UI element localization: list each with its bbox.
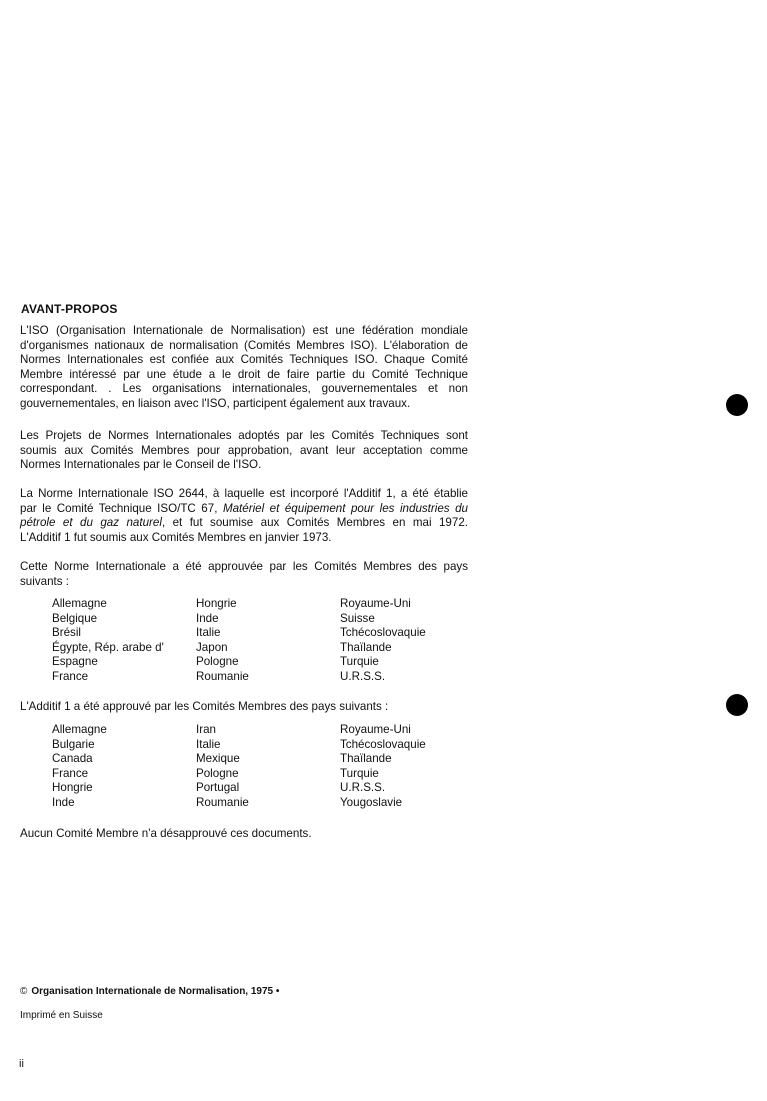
text-line: L'Additif 1 a été approuvé par les Comités Membres des pays suivants : [20,700,389,713]
country-name: U.R.S.S. [340,781,386,795]
printed-in-notice: Imprimé en Suisse [20,1010,103,1021]
punch-hole-mark [726,694,748,716]
country-name: Canada [52,752,93,766]
country-name: Turquie [340,655,379,669]
country-name: Thaïlande [340,752,392,766]
committee-title-italic: pétrole et du gaz naturel [20,516,162,530]
country-name: Roumanie [196,795,249,809]
foreword-paragraph-2 [20,429,468,473]
text-line: Normes Internationales par le Conseil de l'ISO. [20,458,262,472]
country-name: Belgique [52,611,98,625]
country-name: Roumanie [196,669,249,683]
country-name: Royaume-Uni [340,597,411,610]
text-line: L'ISO (Organisation Internationale de Normalisation) est une fédération mondiale [20,324,468,337]
country-name: Espagne [52,655,98,669]
text-line: La Norme Internationale ISO 2644, à laquelle est incorporé l'Additif 1, a été établie [20,487,468,500]
no-disapproval-paragraph [20,827,468,842]
country-name: Inde [52,795,75,809]
text-line: correspondant. . Les organisations internationales, gouvernementales et non [20,382,468,396]
country-name: Pologne [196,766,239,780]
country-name: Italie [196,626,221,640]
text-line [20,502,468,517]
text-line: Cette Norme Internationale a été approuvée par les Comités Membres des pays [20,560,468,573]
country-name: Allemagne [52,597,107,610]
country-name: Pologne [196,655,239,669]
country-name: Hongrie [52,781,93,795]
country-name: Turquie [340,766,379,780]
country-name: Iran [196,723,216,736]
page-heading: AVANT-PROPOS [21,302,118,316]
page-number: ii [19,1058,24,1070]
text-line: Membre intéressé par une étude a le droit de faire partie du Comité Technique [20,367,468,381]
country-name: Italie [196,737,221,751]
country-name: France [52,669,89,683]
copyright-notice [20,985,279,1000]
country-name: Tchécoslovaquie [340,626,426,640]
text-line: soumis aux Comités Membres pour approbation, avant leur acceptation comme [20,443,468,457]
country-name: Portugal [196,781,240,795]
country-name: Hongrie [196,597,237,610]
country-name: Inde [196,611,219,625]
country-name: Tchécoslovaquie [340,737,426,751]
country-name: Yougoslavie [340,795,403,809]
country-name: Bulgarie [52,737,95,751]
text-line: gouvernementales, en liaison avec l'ISO, participent également aux travaux. [20,396,411,410]
country-name: Japon [196,640,228,654]
approval-intro-paragraph [20,560,468,589]
copyright-text: Organisation Internationale de Normalisation, 1975 • [31,986,280,997]
approving-countries-list [52,597,482,685]
country-name: France [52,766,89,780]
country-name: Allemagne [52,723,107,736]
text-fragment: par le Comité Technique ISO/TC 67, [20,501,223,515]
country-name: Suisse [340,611,375,625]
punch-hole-mark [726,394,748,416]
text-line [20,516,468,531]
text-line: Normes Internationales est confiée aux Comités Techniques ISO. Chaque Comité [20,353,468,367]
text-line: suivants : [20,574,69,588]
text-line: Aucun Comité Membre n'a désapprouvé ces documents. [20,827,312,840]
country-name: Royaume-Uni [340,723,411,736]
foreword-paragraph-1 [20,324,468,412]
country-name: Thaïlande [340,640,392,654]
text-fragment: , et fut soumise aux Comités Membres en mai 1972. [161,516,468,530]
additif-countries-list [52,723,482,811]
text-line: Les Projets de Normes Internationales adoptés par les Comités Techniques sont [20,429,468,442]
text-line: L'Additif 1 fut soumis aux Comités Membres en janvier 1973. [20,530,332,544]
additif-approval-paragraph [20,700,468,715]
country-name: Brésil [52,626,81,640]
text-line: d'organismes nationaux de normalisation (Comités Membres ISO). L'élaboration de [20,338,468,352]
copyright-symbol: © [20,986,28,997]
country-name: U.R.S.S. [340,669,386,683]
country-name: Égypte, Rép. arabe d' [52,640,164,654]
committee-title-italic: Matériel et équipement pour les industries du [222,501,468,515]
foreword-paragraph-3 [20,487,468,545]
country-name: Mexique [196,752,240,766]
